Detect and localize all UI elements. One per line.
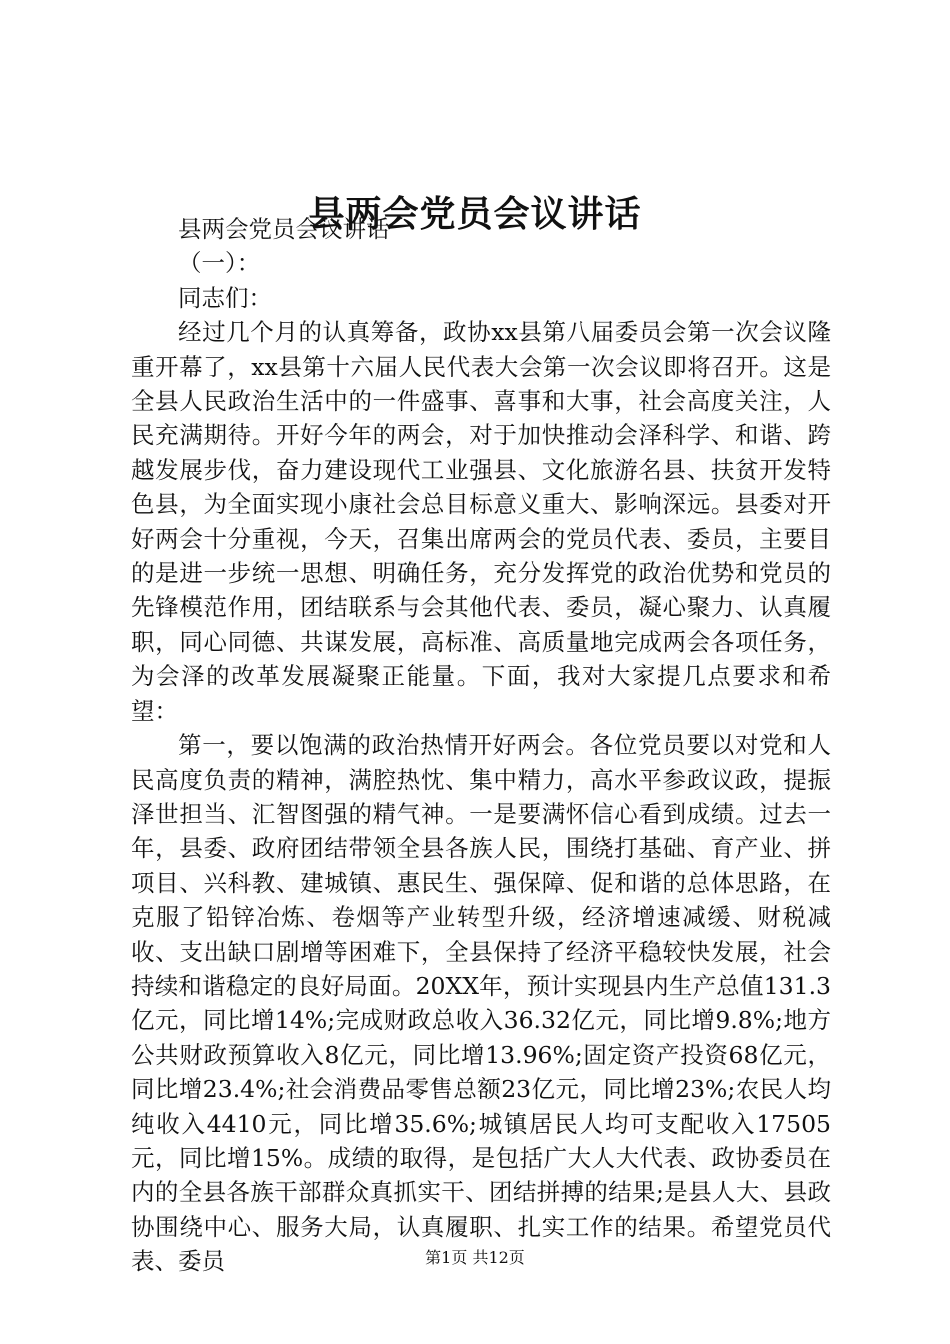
document-title: 县两会党员会议讲话 [308, 193, 642, 235]
section-marker-paragraph: （一）： [178, 249, 261, 278]
body-paragraph: 第一，要以饱满的政治热情开好两会。各位党员要以对党和人民高度负责的精神，满腔热忱、集中精力，高水平参政议政，提振泽世担当、汇智图强的精气神。一是要满怀信心看到成绩。过去一年，县委、政府团结带领全县各族人民，围绕打基础、育产业、拼项目、兴科教、建城镇、惠民生、强保障、促和谐的总体思路，在克服了铅锌冶炼、卷烟等产业转型升级，经济增速减缓、财税减收、支出缺口剧增等困难下，全县保持了经济平稳较快发展，社会持续和谐稳定的良好局面。20XX年，预计实现县内生产总值131.3亿元，同比增14%;完成财政总收入36.32亿元，同比增9.8%;地方公共财政预算收入8亿元，同比增13.96%;固定资产投资68亿元，同比增23.4%;社会消费品零售总额23亿元，同比增23%;农民人均纯收入4410元，同比增35.6%;城镇居民人均可支配收入17505元，同比增15%。成绩的取得，是包括广大人大代表、政协委员在内的全县各族干部群众真抓实干、团结拼搏的结果;是县人大、县政协围绕中心、服务大局，认真履职、扎实工作的结果。希望党员代表、委员 [131, 731, 831, 1276]
page-footer: 第1页 共12页 [425, 1248, 525, 1267]
document-body [131, 212, 831, 1279]
body-paragraph: 经过几个月的认真筹备，政协xx县第八届委员会第一次会议隆重开幕了，xx县第十六届人民代表大会第一次会议即将召开。这是全县人民政治生活中的一件盛事、喜事和大事，社会高度关注，人民充满期待。开好今年的两会，对于加快推动会泽科学、和谐、跨越发展步伐，奋力建设现代工业强县、文化旅游名县、扶贫开发特色县，为全面实现小康社会总目标意义重大、影响深远。县委对开好两会十分重视，今天，召集出席两会的党员代表、委员，主要目的是进一步统一思想、明确任务，充分发挥党的政治优势和党员的先锋模范作用，团结联系与会其他代表、委员，凝心聚力、认真履职，同心同德、共谋发展，高标准、高质量地完成两会各项任务，为会泽的改革发展凝聚正能量。下面，我对大家提几点要求和希望： [131, 318, 831, 725]
salutation-paragraph: 同志们： [178, 283, 272, 312]
subtitle-paragraph: 县两会党员会议讲话 [178, 215, 390, 243]
